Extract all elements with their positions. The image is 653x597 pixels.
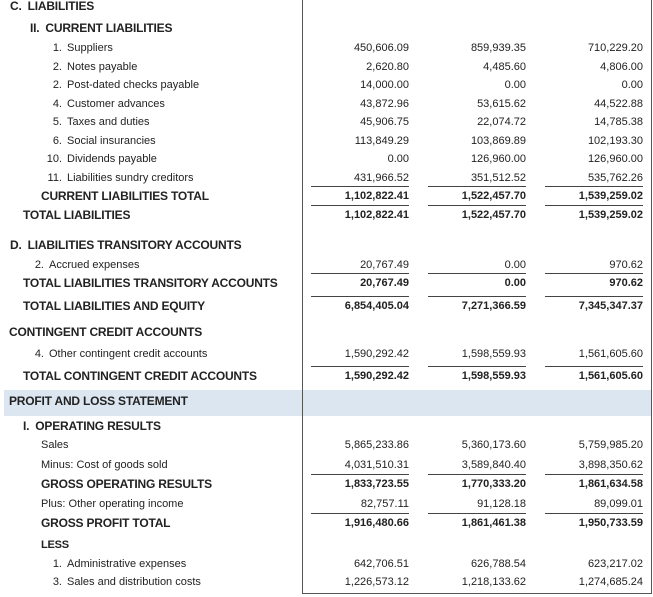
row-number: 3. [52, 576, 62, 588]
row-label [41, 475, 212, 494]
value-col-1: 642,706.51 [353, 558, 409, 570]
value-col-1: 6,854,405.04 [344, 300, 409, 312]
row-label [46, 39, 113, 58]
value-col-2: 0.00 [504, 259, 526, 271]
row-label [28, 256, 140, 275]
value-col-1: 1,590,292.42 [344, 370, 409, 382]
row-label-text: TOTAL LIABILITIES [23, 208, 131, 222]
value-col-1: 0.00 [387, 153, 409, 165]
row-number: 5. [52, 116, 62, 128]
row-label [46, 113, 150, 132]
value-col-1: 20,767.49 [360, 259, 409, 271]
row-ii-cur [0, 19, 653, 38]
row-label-text: Sales [41, 439, 69, 451]
row-tot-liab [0, 206, 653, 225]
value-col-3: 0.00 [621, 79, 643, 91]
row-label-text: LIABILITIES TRANSITORY ACCOUNTS [27, 238, 242, 252]
row-cur-total [0, 187, 653, 206]
row-label [30, 19, 172, 38]
value-col-2: 103,869.89 [470, 135, 526, 147]
value-col-1: 1,590,292.42 [344, 348, 409, 360]
row-number: 11. [47, 172, 62, 184]
value-col-3: 710,229.20 [587, 42, 643, 54]
row-label-text: GROSS OPERATING RESULTS [41, 477, 212, 491]
row-label-text: Administrative expenses [67, 558, 187, 570]
row-d-trans [0, 236, 653, 255]
value-col-3: 535,762.26 [587, 172, 643, 184]
row-label [41, 536, 69, 555]
row-label-text: Liabilities sundry creditors [67, 172, 194, 184]
row-label [41, 456, 168, 475]
value-col-2: 5,360,173.60 [461, 439, 526, 451]
value-col-2: 126,960.00 [470, 153, 526, 165]
row-number: 6. [52, 135, 62, 147]
value-col-3: 14,785.38 [594, 116, 643, 128]
row-label [41, 495, 183, 514]
value-col-3: 623,217.02 [587, 558, 643, 570]
row-other-cont [0, 345, 653, 364]
value-col-1: 45,906.75 [360, 116, 409, 128]
row-sales-dist [0, 573, 653, 592]
row-number: D. [10, 238, 22, 252]
row-label [10, 0, 94, 16]
row-number: II. [30, 21, 40, 35]
value-col-3: 4,806.00 [600, 61, 643, 73]
value-col-2: 22,074.72 [477, 116, 526, 128]
value-col-3: 126,960.00 [587, 153, 643, 165]
row-label-text: Customer advances [67, 98, 165, 110]
value-col-3: 1,561,605.60 [578, 348, 643, 360]
row-label-text: TOTAL CONTINGENT CREDIT ACCOUNTS [23, 369, 257, 383]
row-label [23, 417, 161, 436]
row-label-text: TOTAL LIABILITIES AND EQUITY [23, 299, 205, 313]
row-label-text: Plus: Other operating income [41, 498, 184, 510]
row-label [46, 58, 137, 77]
value-col-1: 4,031,510.31 [344, 459, 409, 471]
row-label-text: Suppliers [67, 42, 113, 54]
value-col-3: 102,193.30 [587, 135, 643, 147]
row-admin [0, 555, 653, 574]
row-number: 1. [52, 558, 62, 570]
row-label [46, 169, 194, 188]
row-number: 2. [52, 61, 62, 73]
row-taxes [0, 113, 653, 132]
value-col-1: 1,102,822.41 [344, 190, 409, 202]
value-col-1: 82,757.11 [360, 498, 409, 510]
row-number: 4. [34, 348, 44, 360]
row-label [46, 76, 199, 95]
value-col-1: 20,767.49 [360, 277, 409, 289]
row-number: 2. [52, 79, 62, 91]
row-number: 1. [52, 42, 62, 54]
value-col-2: 1,598,559.93 [461, 370, 526, 382]
value-col-2: 7,271,366.59 [461, 300, 526, 312]
row-label [41, 436, 69, 455]
row-less [0, 536, 653, 555]
row-tot-liab-eq [0, 297, 653, 316]
row-label-text: Dividends payable [67, 153, 157, 165]
value-col-3: 1,950,733.59 [578, 517, 643, 529]
value-col-3: 89,099.01 [594, 498, 643, 510]
row-number: 2. [34, 259, 44, 271]
row-label-text: Post-dated checks payable [67, 79, 200, 91]
value-col-3: 44,522.88 [594, 98, 643, 110]
value-col-3: 3,898,350.62 [578, 459, 643, 471]
value-col-2: 859,939.35 [470, 42, 526, 54]
value-col-1: 14,000.00 [360, 79, 409, 91]
row-label [23, 297, 205, 316]
value-col-2: 1,861,461.38 [461, 517, 526, 529]
value-col-2: 1,522,457.70 [461, 209, 526, 221]
row-dividends [0, 150, 653, 169]
value-col-1: 43,872.96 [360, 98, 409, 110]
row-custadv [0, 95, 653, 114]
value-col-1: 113,849.29 [354, 135, 409, 147]
row-label [41, 187, 209, 206]
row-label-text: Notes payable [67, 61, 138, 73]
row-label-text: GROSS PROFIT TOTAL [41, 516, 171, 530]
value-col-2: 351,512.52 [470, 172, 526, 184]
row-label-text: PROFIT AND LOSS STATEMENT [9, 394, 188, 408]
row-pl [0, 392, 653, 411]
value-col-3: 1,561,605.60 [578, 370, 643, 382]
row-tot-trans [0, 274, 653, 293]
row-label [23, 367, 257, 386]
row-c-liab [0, 0, 653, 16]
row-tot-cont [0, 367, 653, 386]
value-col-1: 5,865,233.86 [344, 439, 409, 451]
row-label-text: LIABILITIES [27, 0, 95, 13]
value-col-1: 1,833,723.55 [344, 478, 409, 490]
row-label-text: Social insurancies [67, 135, 156, 147]
row-cogs [0, 456, 653, 475]
value-col-2: 4,485.60 [483, 61, 526, 73]
row-label [46, 132, 156, 151]
row-label [46, 573, 201, 592]
row-gross-op [0, 475, 653, 494]
value-col-2: 1,770,333.20 [461, 478, 526, 490]
value-col-1: 2,620.80 [366, 61, 409, 73]
row-label-text: CURRENT LIABILITIES TOTAL [41, 189, 209, 203]
value-col-2: 3,589,840.40 [461, 459, 526, 471]
value-col-2: 53,615.62 [477, 98, 526, 110]
row-label-text: Other contingent credit accounts [49, 348, 208, 360]
value-col-3: 1,539,259.02 [578, 209, 643, 221]
value-col-1: 431,966.52 [353, 172, 409, 184]
row-label [41, 514, 170, 533]
row-notes [0, 58, 653, 77]
row-suppliers [0, 39, 653, 58]
value-col-3: 970.62 [609, 277, 643, 289]
row-label-text: Minus: Cost of goods sold [41, 459, 168, 471]
row-label [9, 323, 202, 342]
row-label-text: Taxes and duties [67, 116, 150, 128]
row-contingent [0, 323, 653, 342]
value-col-3: 5,759,985.20 [578, 439, 643, 451]
row-label-text: Accrued expenses [49, 259, 140, 271]
row-label [23, 206, 130, 225]
row-number: 10. [46, 153, 62, 165]
value-col-3: 1,274,685.24 [578, 576, 643, 588]
row-number: 4. [52, 98, 62, 110]
row-label [9, 392, 188, 411]
value-col-2: 1,218,133.62 [461, 576, 526, 588]
value-col-1: 1,102,822.41 [344, 209, 409, 221]
row-number: C. [10, 0, 22, 13]
value-col-2: 626,788.54 [470, 558, 526, 570]
row-label [46, 95, 165, 114]
row-label [23, 274, 278, 293]
row-op-results [0, 417, 653, 436]
row-label-text: OPERATING RESULTS [35, 419, 161, 433]
value-col-1: 1,916,480.66 [344, 517, 409, 529]
row-other-inc [0, 495, 653, 514]
value-col-3: 7,345,347.37 [578, 300, 643, 312]
row-gross-profit [0, 514, 653, 533]
value-col-1: 1,226,573.12 [344, 576, 409, 588]
value-col-2: 0.00 [504, 79, 526, 91]
row-label [46, 150, 157, 169]
row-label [28, 345, 207, 364]
value-col-3: 1,861,634.58 [578, 478, 643, 490]
row-label [46, 555, 186, 574]
value-col-2: 1,522,457.70 [461, 190, 526, 202]
row-label-text: CURRENT LIABILITIES [45, 21, 173, 35]
row-label-text: Sales and distribution costs [67, 576, 201, 588]
row-number: I. [23, 419, 30, 433]
value-col-2: 91,128.18 [477, 498, 526, 510]
row-postdated [0, 76, 653, 95]
value-col-2: 1,598,559.93 [461, 348, 526, 360]
value-col-1: 450,606.09 [353, 42, 409, 54]
value-col-2: 0.00 [504, 277, 526, 289]
row-label-text: TOTAL LIABILITIES TRANSITORY ACCOUNTS [23, 276, 278, 290]
row-label-text: LESS [41, 539, 69, 551]
row-sales [0, 436, 653, 455]
row-label-text: CONTINGENT CREDIT ACCOUNTS [9, 325, 203, 339]
row-label [10, 236, 241, 255]
value-col-3: 1,539,259.02 [578, 190, 643, 202]
value-col-3: 970.62 [609, 259, 643, 271]
row-social [0, 132, 653, 151]
